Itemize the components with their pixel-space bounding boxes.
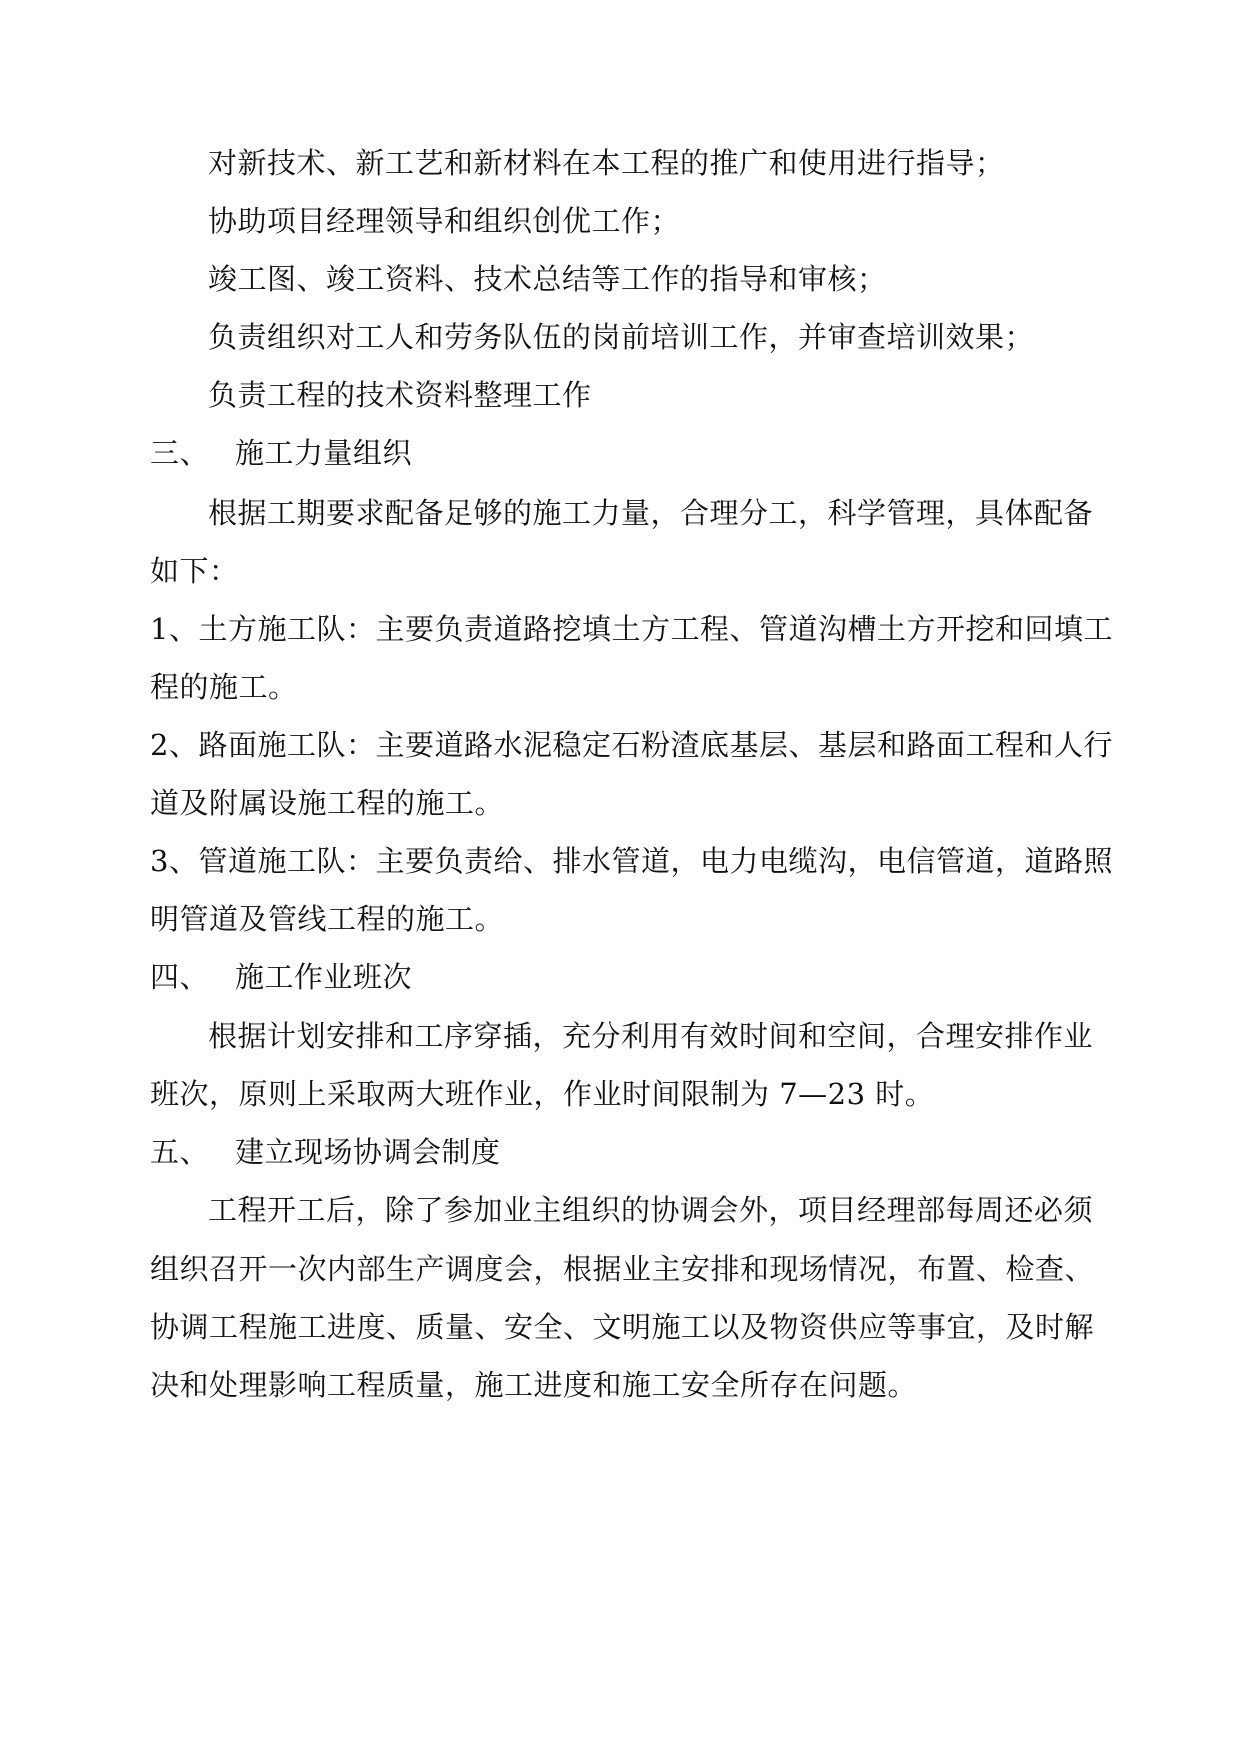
section-4-para-line-1: 根据计划安排和工序穿插，充分利用有效时间和空间，合理安排作业 [208, 1019, 1094, 1053]
team-3-line-2: 明管道及管线工程的施工。 [150, 902, 505, 936]
duty-line-5: 负责工程的技术资料整理工作 [208, 378, 592, 412]
section-4-number: 四、 [150, 960, 210, 994]
team-1-line-2: 程的施工。 [150, 670, 298, 704]
team-2-line-1: 2、路面施工队：主要道路水泥稳定石粉渣底基层、基层和路面工程和人行 [150, 728, 1113, 762]
section-5-number: 五、 [150, 1135, 210, 1169]
section-3-number: 三、 [150, 436, 210, 470]
team-3-line-1: 3、管道施工队：主要负责给、排水管道，电力电缆沟，电信管道，道路照 [150, 844, 1113, 878]
section-5-para-line-1: 工程开工后，除了参加业主组织的协调会外，项目经理部每周还必须 [208, 1193, 1094, 1227]
team-2-line-2: 道及附属设施工程的施工。 [150, 786, 505, 820]
team-1-line-1: 1、土方施工队：主要负责道路挖填土方工程、管道沟槽土方开挖和回填工 [150, 612, 1113, 646]
section-5-para-line-3: 协调工程施工进度、质量、安全、文明施工以及物资供应等事宜，及时解 [150, 1310, 1095, 1344]
duty-line-3: 竣工图、竣工资料、技术总结等工作的指导和审核； [208, 262, 887, 296]
section-5-para-line-2: 组织召开一次内部生产调度会，根据业主安排和现场情况，布置、检查、 [150, 1252, 1095, 1286]
section-4-para-line-2: 班次，原则上采取两大班作业，作业时间限制为 7—23 时。 [150, 1077, 935, 1111]
duty-line-4: 负责组织对工人和劳务队伍的岗前培训工作，并审查培训效果； [208, 320, 1035, 354]
duty-line-1: 对新技术、新工艺和新材料在本工程的推广和使用进行指导； [208, 146, 1005, 180]
section-4-title: 施工作业班次 [235, 960, 413, 994]
duty-line-2: 协助项目经理领导和组织创优工作； [208, 204, 681, 238]
section-3-intro-line-1: 根据工期要求配备足够的施工力量，合理分工，科学管理，具体配备 [208, 496, 1094, 530]
section-5-para-line-4: 决和处理影响工程质量，施工进度和施工安全所存在问题。 [150, 1368, 918, 1402]
section-5-title: 建立现场协调会制度 [235, 1135, 501, 1169]
section-3-title: 施工力量组织 [235, 436, 413, 470]
section-3-intro-line-2: 如下： [150, 554, 239, 588]
